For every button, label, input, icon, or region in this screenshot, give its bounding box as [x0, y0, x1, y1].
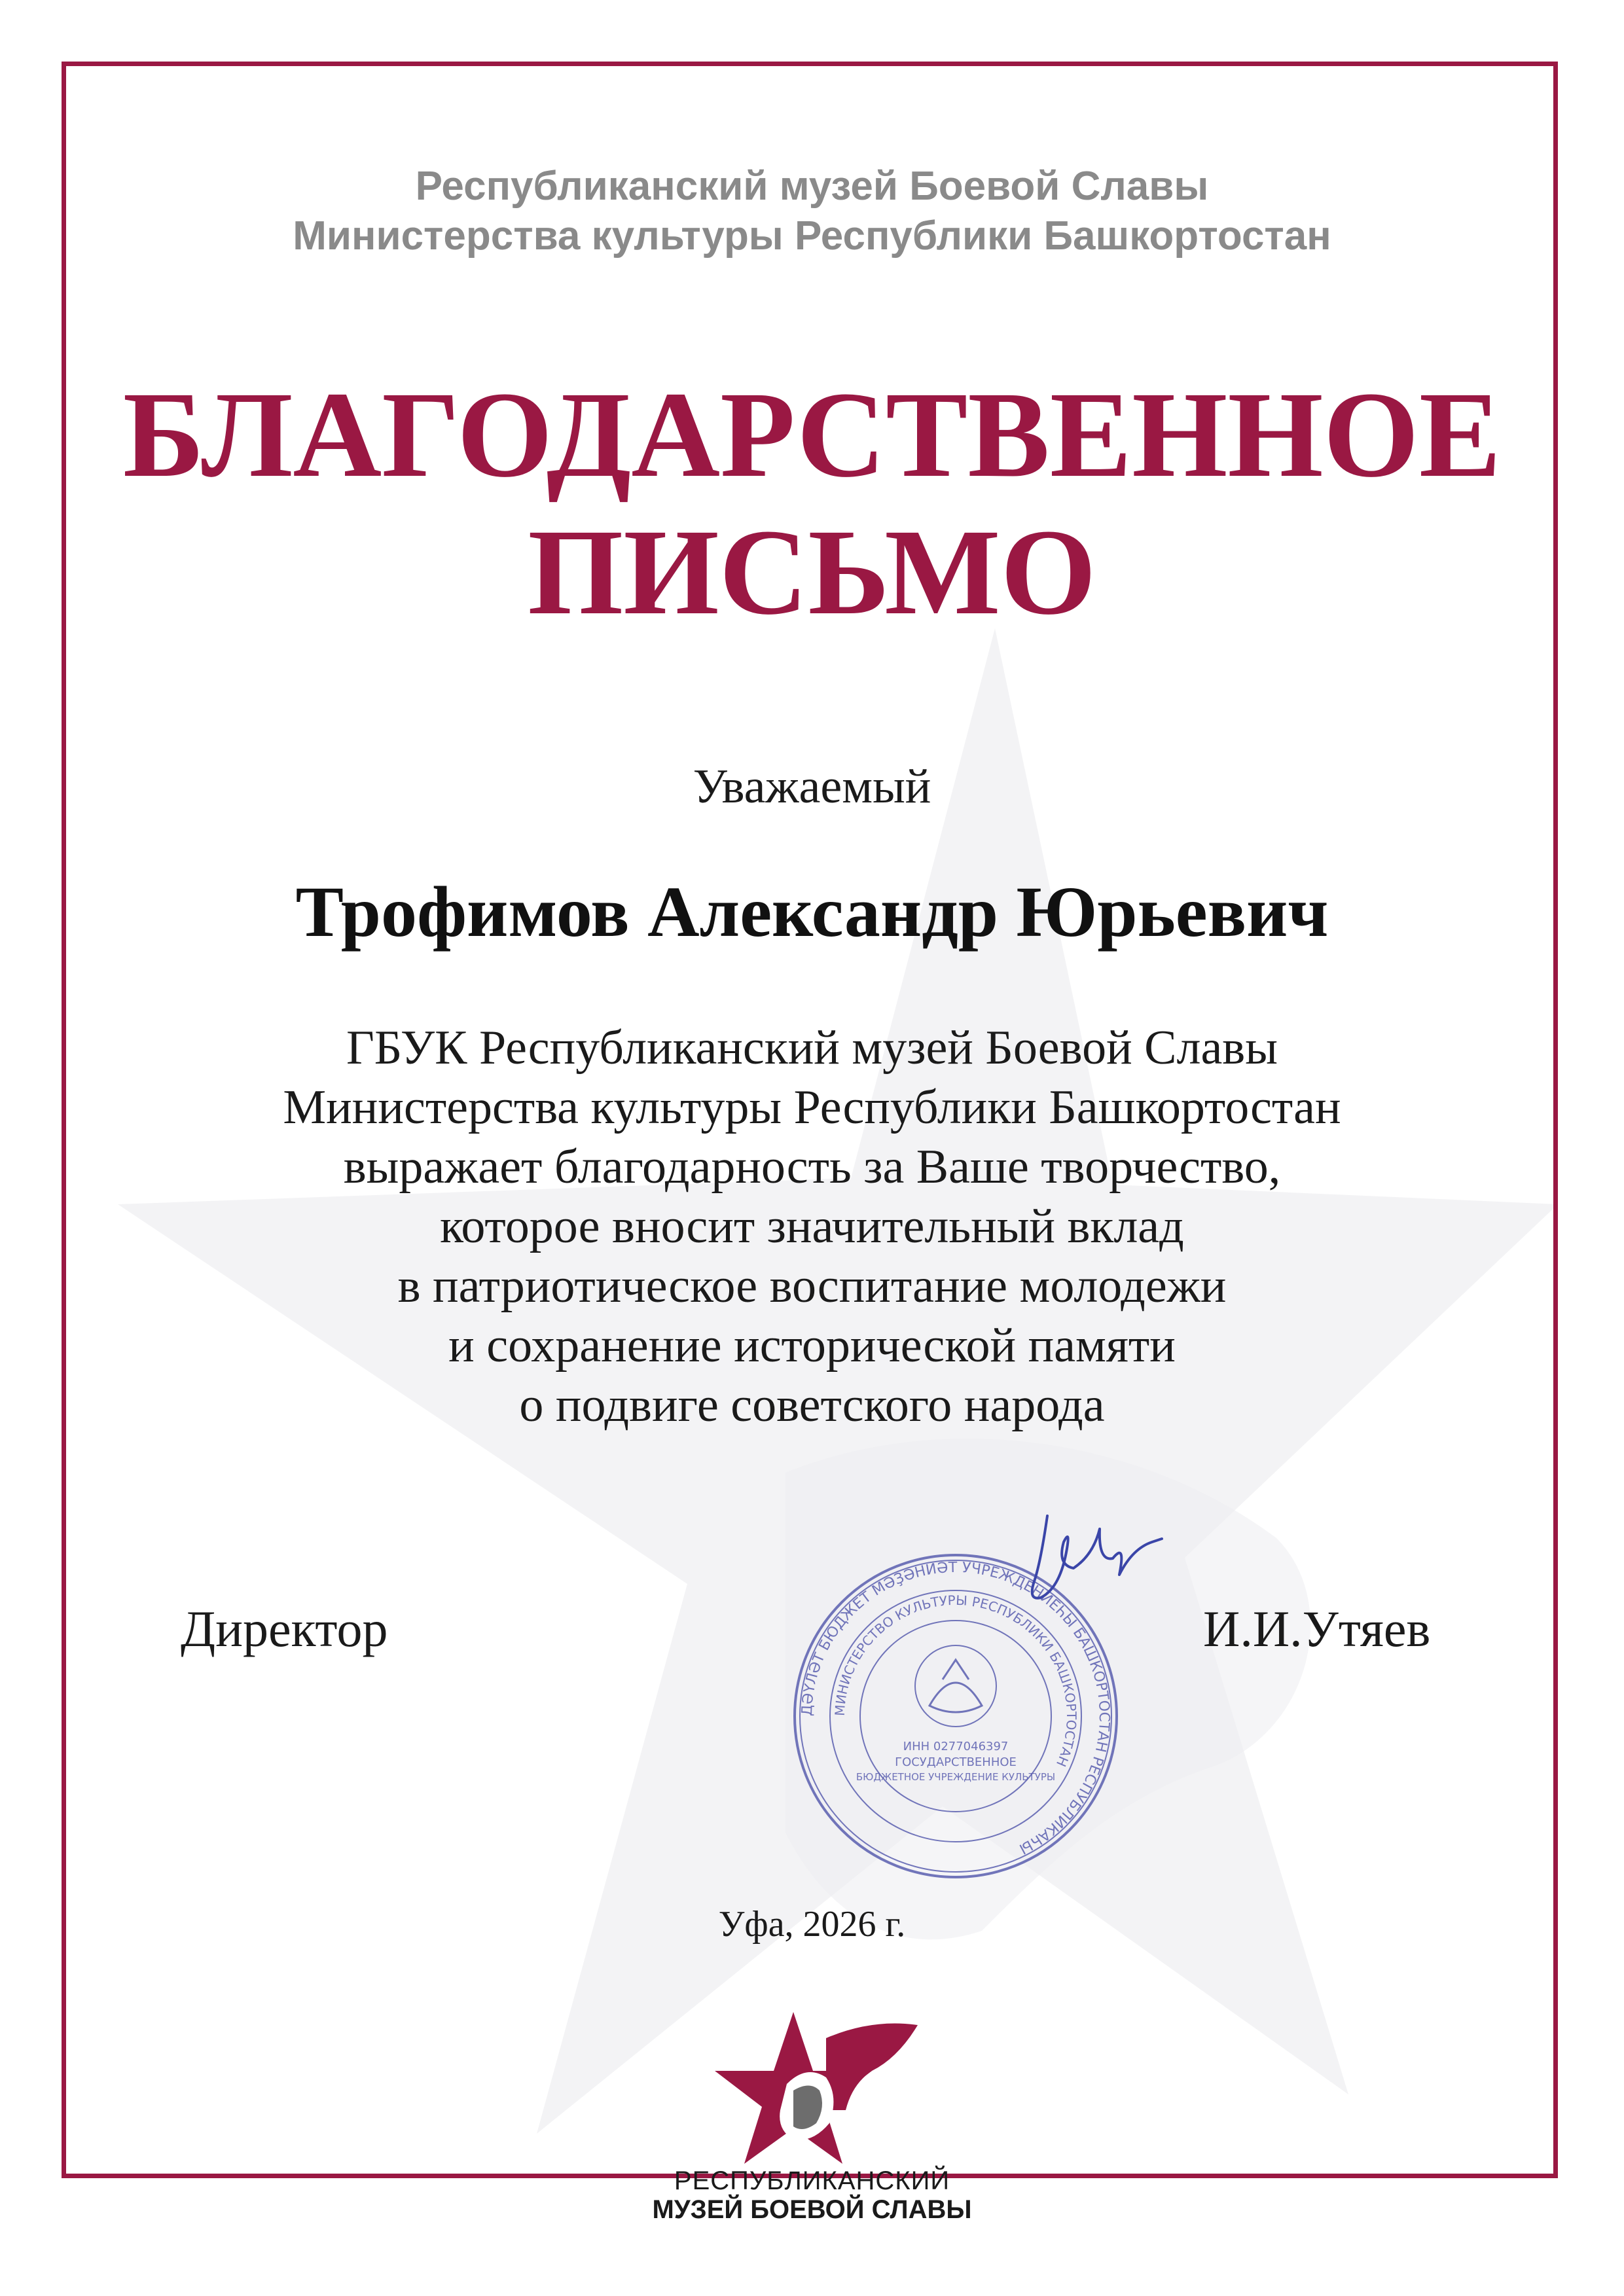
body-line: и сохранение исторической памяти [448, 1319, 1176, 1372]
coat-of-arms-icon [929, 1660, 982, 1712]
logo-text-line2: МУЗЕЙ БОЕВОЙ СЛАВЫ [652, 2195, 972, 2224]
signatory-position: Директор [181, 1600, 388, 1657]
director-signature [1021, 1503, 1172, 1621]
seal-center-line1: ГОСУДАРСТВЕННОЕ [895, 1755, 1017, 1769]
recipient-name: Трофимов Александр Юрьевич [295, 872, 1329, 952]
org-header-line1: Республиканский музей Боевой Славы [415, 164, 1209, 209]
document-title-line1: БЛАГОДАРСТВЕННОЕ [122, 366, 1502, 503]
document-title-line2: ПИСЬМО [528, 503, 1096, 640]
body-line: в патриотическое воспитание молодежи [397, 1259, 1227, 1313]
seal-center-line2: БЮДЖЕТНОЕ УЧРЕЖДЕНИЕ КУЛЬТУРЫ [856, 1771, 1056, 1783]
place-and-date: Уфа, 2026 г. [718, 1904, 906, 1945]
body-line: Министерства культуры Республики Башкортостан [283, 1081, 1341, 1134]
org-header-line2: Министерства культуры Республики Башкортостан [293, 213, 1331, 259]
body-line: которое вносит значительный вклад [440, 1200, 1184, 1253]
seal-outer-text: ДӘҮЛӘТ БЮДЖЕТ МӘҘӘНИӘТ УЧРЕЖДЕНИЕҺЫ БАШКОРТОСТАН РЕСПУБЛИКАҺЫ [799, 1559, 1113, 1857]
signatory-name: И.И.Утяев [1203, 1600, 1431, 1657]
letter-body [0, 1018, 1624, 1435]
seal-inn: ИНН 0277046397 [903, 1740, 1009, 1753]
museum-logo-star-icon [715, 2012, 924, 2164]
greeting: Уважаемый [693, 760, 931, 814]
logo-text-line1: РЕСПУБЛИКАНСКИЙ [674, 2166, 950, 2195]
body-line: о подвиге советского народа [519, 1378, 1105, 1432]
seal-inner-text: МИНИСТЕРСТВО КУЛЬТУРЫ РЕСПУБЛИКИ БАШКОРТОСТАН [831, 1592, 1080, 1769]
body-line: выражает благодарность за Ваше творчество, [343, 1140, 1281, 1194]
body-line: ГБУК Республиканский музей Боевой Славы [346, 1021, 1278, 1075]
